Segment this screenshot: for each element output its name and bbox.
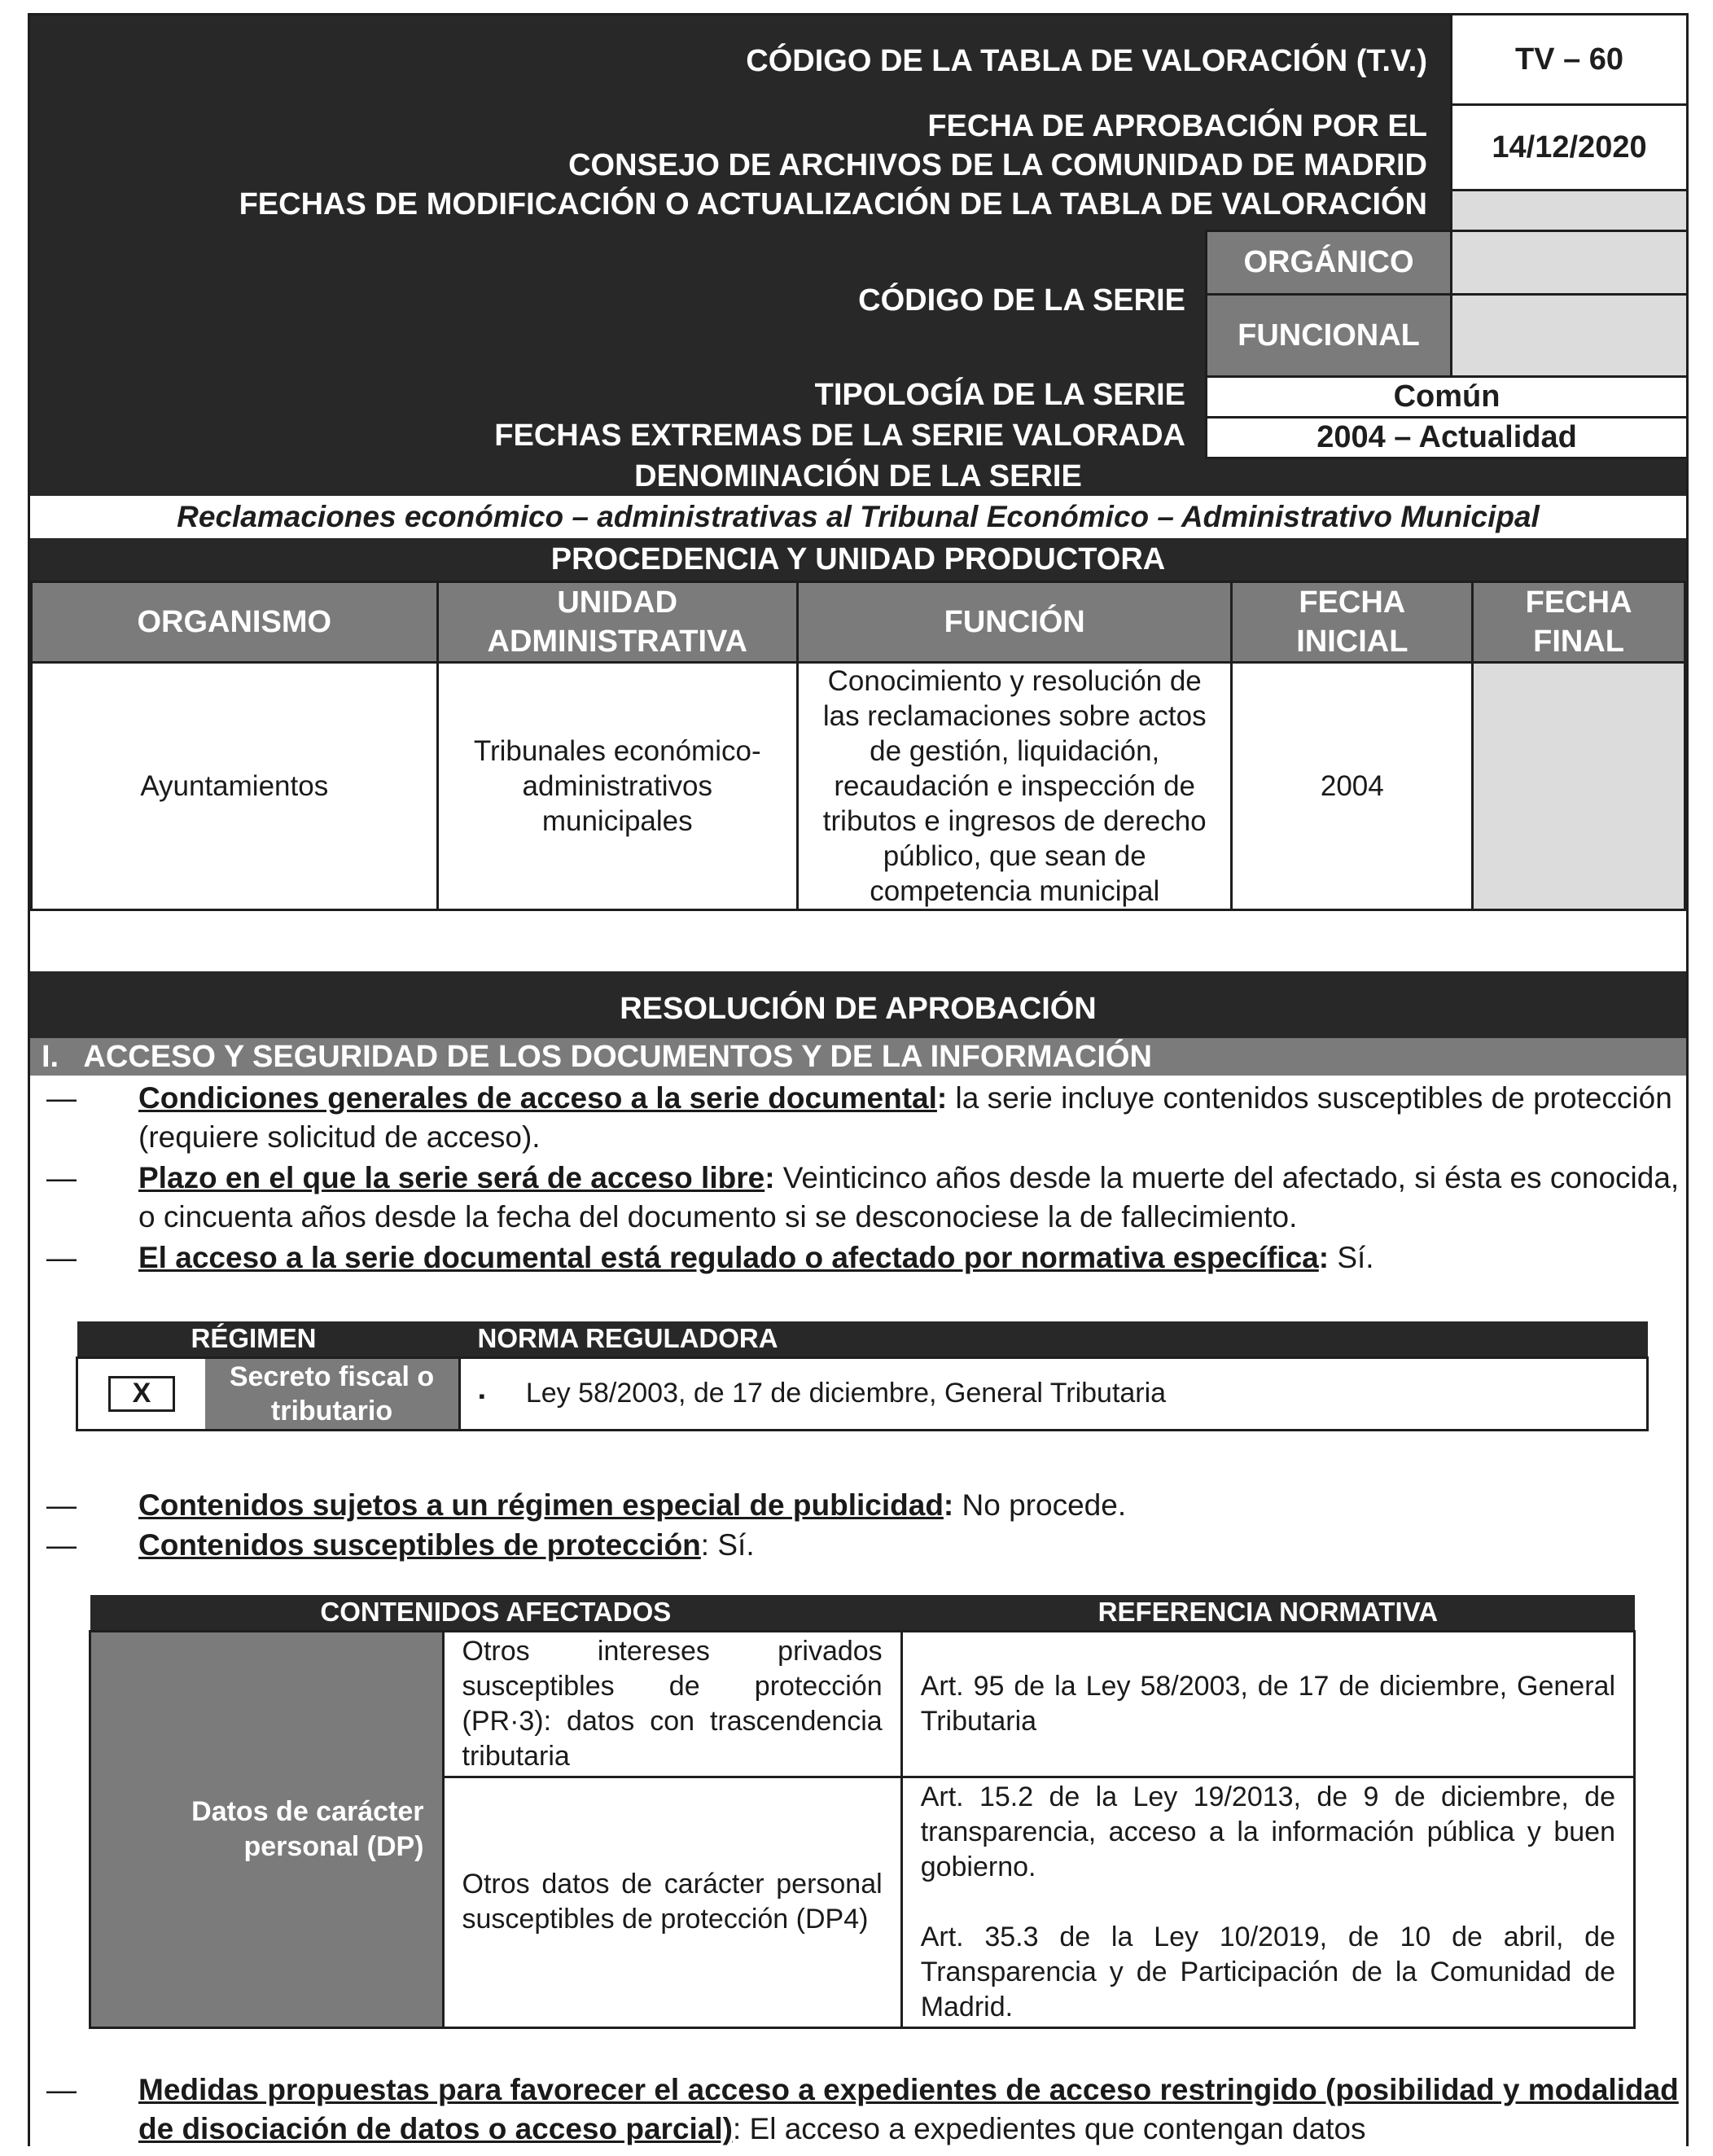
tipologia-label: TIPOLOGÍA DE LA SERIE bbox=[814, 378, 1185, 412]
item-label: El acceso a la serie documental está regulado o afectado por normativa específica bbox=[138, 1241, 1319, 1274]
contenidos-table bbox=[89, 1595, 1636, 2029]
denominacion-value: Reclamaciones económico – administrativas al Tribunal Económico – Administrativo Municipal bbox=[30, 496, 1686, 538]
codigo-tv-value: TV – 60 bbox=[1450, 13, 1689, 106]
organico-label: ORGÁNICO bbox=[1205, 230, 1452, 296]
item-label: Plazo en el que la serie será de acceso libre bbox=[138, 1161, 765, 1194]
regimen-checkbox: X bbox=[108, 1376, 175, 1412]
procedencia-label: PROCEDENCIA Y UNIDAD PRODUCTORA bbox=[30, 538, 1686, 581]
col-contenidos: CONTENIDOS AFECTADOS bbox=[90, 1595, 902, 1631]
item-text: Sí. bbox=[709, 1528, 755, 1562]
dash: — bbox=[46, 1081, 77, 1115]
item-label: Contenidos sujetos a un régimen especial de publicidad bbox=[138, 1488, 944, 1522]
fechas-extremas-value: 2004 – Actualidad bbox=[1205, 416, 1689, 459]
col-unidad: UNIDAD ADMINISTRATIVA bbox=[437, 582, 797, 663]
referencia-cell bbox=[901, 1777, 1634, 2027]
fecha-aprobacion-label-1: FECHA DE APROBACIÓN POR EL bbox=[927, 109, 1427, 143]
procedencia-table bbox=[30, 581, 1686, 911]
cell-funcion: Conocimiento y resolución de las reclamaciones sobre actos de gestión, liquidación, recaudación e inspección de tributos e ingresos de derecho público, que sean de competencia municipal bbox=[797, 663, 1232, 910]
contenido-cell: Otros intereses privados susceptibles de protección (PR·3): datos con trascendencia tributaria bbox=[443, 1631, 901, 1777]
cell-fecha-final bbox=[1473, 663, 1685, 910]
regimen-table bbox=[76, 1321, 1649, 1431]
resolucion-title: RESOLUCIÓN DE APROBACIÓN bbox=[30, 971, 1686, 1038]
codigo-serie-label: CÓDIGO DE LA SERIE bbox=[858, 283, 1185, 318]
item-sep: : bbox=[732, 2112, 742, 2145]
tipologia-value: Común bbox=[1205, 375, 1689, 418]
fechas-extremas-label: FECHAS EXTREMAS DE LA SERIE VALORADA bbox=[494, 418, 1185, 453]
cell-unidad: Tribunales económico-administrativos municipales bbox=[437, 663, 797, 910]
referencia-text: Art. 35.3 de la Ley 10/2019, de 10 de abril, de Transparencia y de Participación de la Comunidad de Madrid. bbox=[920, 1921, 1615, 2022]
referencia-text: Art. 15.2 de la Ley 19/2013, de 9 de diciembre, de transparencia, acceso a la información pública y buen gobierno. bbox=[920, 1781, 1615, 1882]
fecha-aprobacion-label-2: CONSEJO DE ARCHIVOS DE LA COMUNIDAD DE MADRID bbox=[568, 148, 1427, 182]
referencia-text: Art. 95 de la Ley 58/2003, de 17 de diciembre, General Tributaria bbox=[920, 1670, 1615, 1737]
item-sep: : bbox=[936, 1081, 948, 1115]
category-cell: Datos de carácter personal (DP) bbox=[90, 1631, 444, 2027]
item-text: Veinticinco años desde la muerte del afectado, si ésta es conocida, o cincuenta años desde la fecha del documento si se desconociese la de fallecimiento. bbox=[138, 1161, 1680, 1234]
funcional-value bbox=[1450, 293, 1689, 378]
item-sep: : bbox=[700, 1528, 710, 1562]
item-label: Condiciones generales de acceso a la serie documental bbox=[138, 1081, 937, 1115]
bullet-icon: ▪ bbox=[479, 1386, 485, 1406]
contenido-cell: Otros datos de carácter personal susceptibles de protección (DP4) bbox=[443, 1777, 901, 2027]
col-norma: NORMA REGULADORA bbox=[460, 1321, 1648, 1357]
item-sep: : bbox=[764, 1161, 775, 1194]
codigo-tv-label: CÓDIGO DE LA TABLA DE VALORACIÓN (T.V.) bbox=[746, 44, 1427, 78]
dash: — bbox=[46, 1161, 77, 1194]
section-i-title: I. ACCESO Y SEGURIDAD DE LOS DOCUMENTOS Y DE LA INFORMACIÓN bbox=[30, 1038, 1686, 1076]
organico-value bbox=[1450, 230, 1689, 296]
item-text: la serie incluye contenidos susceptibles de protección (requiere solicitud de acceso). bbox=[138, 1081, 1672, 1154]
regimen-value: Secreto fiscal o tributario bbox=[205, 1359, 458, 1429]
fecha-aprobacion-value: 14/12/2020 bbox=[1450, 103, 1689, 191]
item-label: Medidas propuestas para favorecer el acceso a expedientes de acceso restringido (posibilidad y modalidad de disociación de datos o acceso parcial) bbox=[138, 2073, 1679, 2145]
dash: — bbox=[46, 1528, 77, 1562]
col-fecha-final: FECHA FINAL bbox=[1473, 582, 1685, 663]
item-label: Contenidos susceptibles de protección bbox=[138, 1528, 701, 1562]
col-referencia: REFERENCIA NORMATIVA bbox=[901, 1595, 1634, 1631]
item-text: El acceso a expedientes que contengan datos bbox=[741, 2112, 1366, 2145]
col-fecha-inicial: FECHA INICIAL bbox=[1232, 582, 1473, 663]
item-sep: : bbox=[943, 1488, 954, 1522]
item-text: No procede. bbox=[953, 1488, 1127, 1522]
document-frame bbox=[28, 13, 1689, 2146]
fechas-modificacion-value bbox=[1450, 189, 1689, 232]
header-block bbox=[30, 15, 1686, 496]
col-organismo: ORGANISMO bbox=[32, 582, 438, 663]
col-regimen: RÉGIMEN bbox=[77, 1321, 460, 1357]
item-sep: : bbox=[1318, 1241, 1330, 1274]
referencia-cell bbox=[901, 1631, 1634, 1777]
dash: — bbox=[46, 1488, 77, 1522]
norma-value: Ley 58/2003, de 17 de diciembre, General Tributaria bbox=[525, 1378, 1167, 1409]
fechas-modificacion-label: FECHAS DE MODIFICACIÓN O ACTUALIZACIÓN DE LA TABLA DE VALORACIÓN bbox=[239, 187, 1427, 221]
item-text: Sí. bbox=[1329, 1241, 1374, 1274]
dash: — bbox=[46, 1241, 77, 1274]
denominacion-label: DENOMINACIÓN DE LA SERIE bbox=[634, 459, 1082, 493]
cell-fecha-inicial: 2004 bbox=[1232, 663, 1473, 910]
col-funcion: FUNCIÓN bbox=[797, 582, 1232, 663]
funcional-label: FUNCIONAL bbox=[1205, 293, 1452, 378]
cell-organismo: Ayuntamientos bbox=[32, 663, 438, 910]
dash: — bbox=[46, 2073, 77, 2106]
